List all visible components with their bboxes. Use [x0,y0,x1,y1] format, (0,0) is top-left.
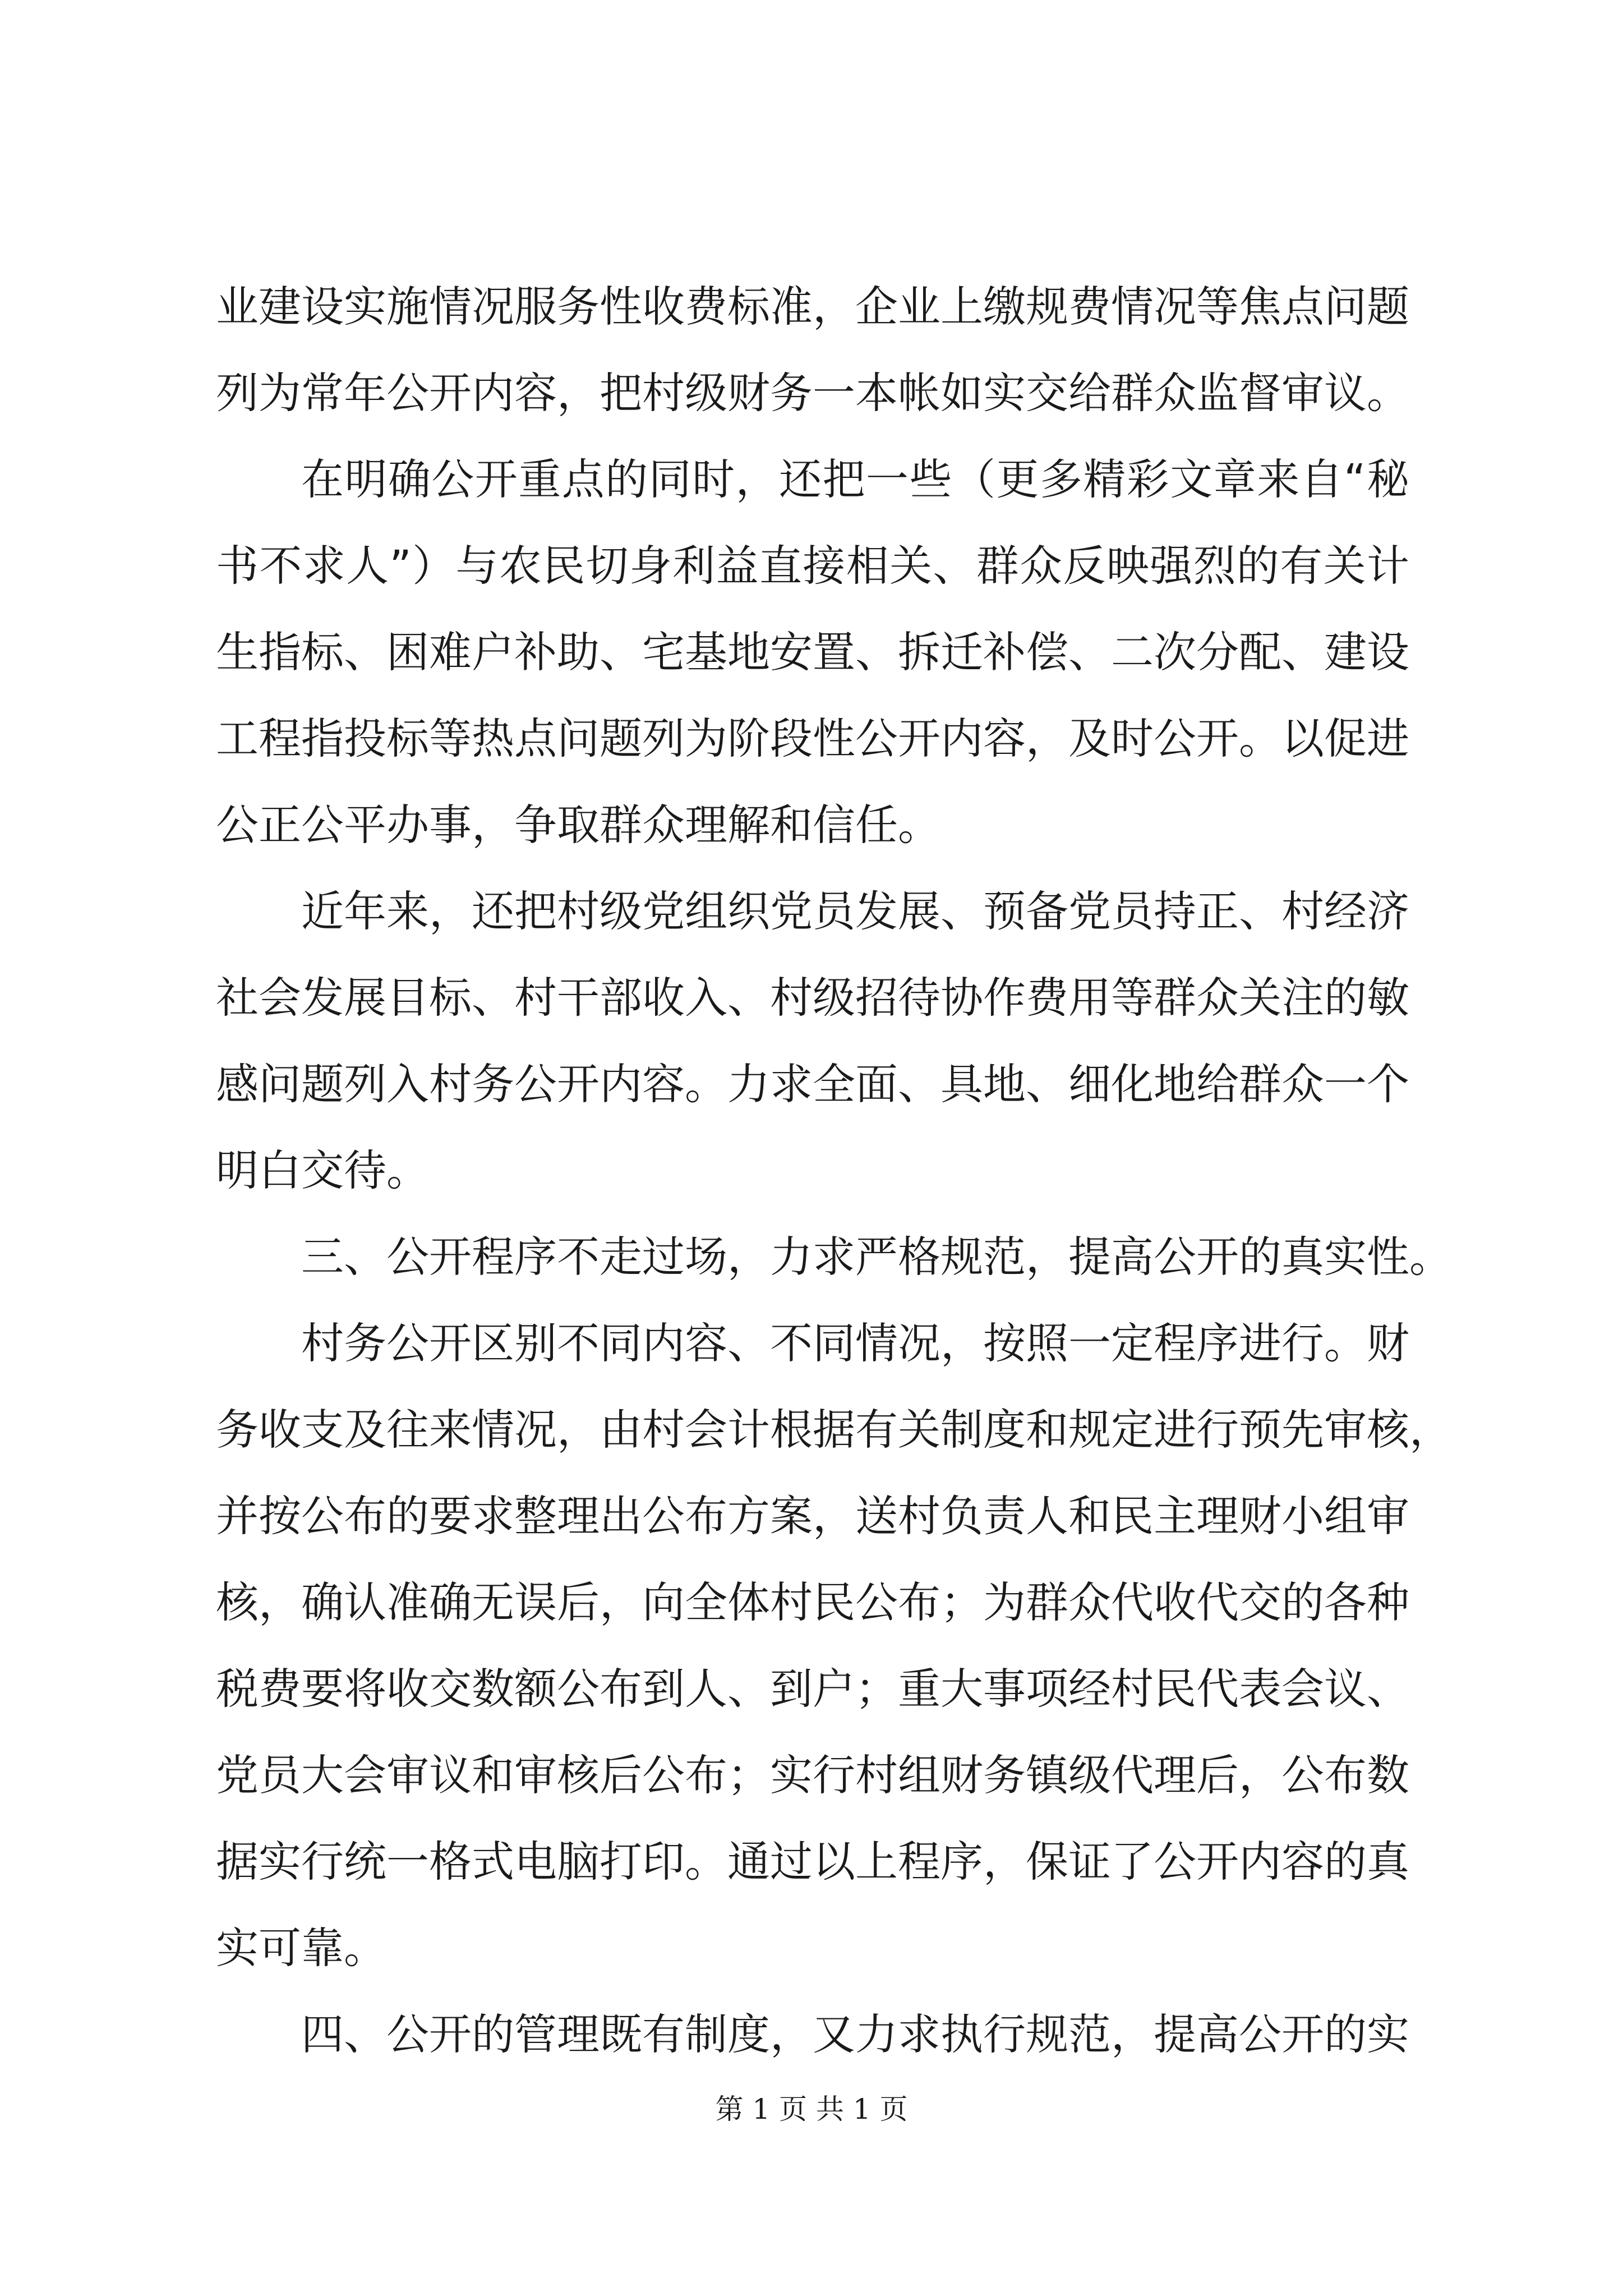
text-line: 在明确公开重点的同时，还把一些（更多精彩文章来自“秘 [301,454,1409,504]
text-line: 社会发展目标、村干部收入、村级招待协作费用等群众关注的敏 [216,973,1409,1023]
text-line: 村务公开区别不同内容、不同情况，按照一定程序进行。财 [301,1318,1409,1368]
text-line: 实可靠。 [216,1923,386,1973]
text-line: 党员大会审议和审核后公布；实行村组财务镇级代理后，公布数 [216,1750,1409,1800]
text-line: 近年来，还把村级党组织党员发展、预备党员持正、村经济 [301,886,1409,936]
text-line: 务收支及往来情况，由村会计根据有关制度和规定进行预先审核， [216,1405,1452,1455]
text-line: 工程指投标等热点问题列为阶段性公开内容，及时公开。以促进 [216,714,1409,763]
text-line: 感问题列入村务公开内容。力求全面、具地、细化地给群众一个 [216,1059,1409,1109]
text-line: 并按公布的要求整理出公布方案，送村负责人和民主理财小组审 [216,1491,1409,1541]
text-line: 明白交待。 [216,1145,429,1195]
text-line: 公正公平办事，争取群众理解和信任。 [216,800,940,850]
text-line: 书不求人”）与农民切身利益直接相关、群众反映强烈的有关计 [216,541,1409,591]
text-line: 生指标、困难户补助、宅基地安置、拆迁补偿、二次分配、建设 [216,627,1409,677]
text-line: 据实行统一格式电脑打印。通过以上程序，保证了公开内容的真 [216,1837,1409,1887]
body-text [216,264,1452,2078]
section-heading: 三、公开程序不走过场，力求严格规范，提高公开的真实性。 [301,1232,1452,1282]
section-heading: 四、公开的管理既有制度，又力求执行规范，提高公开的实 [301,2009,1409,2059]
text-line: 列为常年公开内容，把村级财务一本帐如实交给群众监督审议。 [216,368,1409,418]
text-line: 核，确认准确无误后，向全体村民公布；为群众代收代交的各种 [216,1577,1409,1627]
page-footer: 第 1 页 共 1 页 [715,2093,908,2125]
text-line: 业建设实施情况服务性收费标准，企业上缴规费情况等焦点问题 [216,282,1409,332]
text-line: 税费要将收交数额公布到人、到户；重大事项经村民代表会议、 [216,1664,1409,1714]
